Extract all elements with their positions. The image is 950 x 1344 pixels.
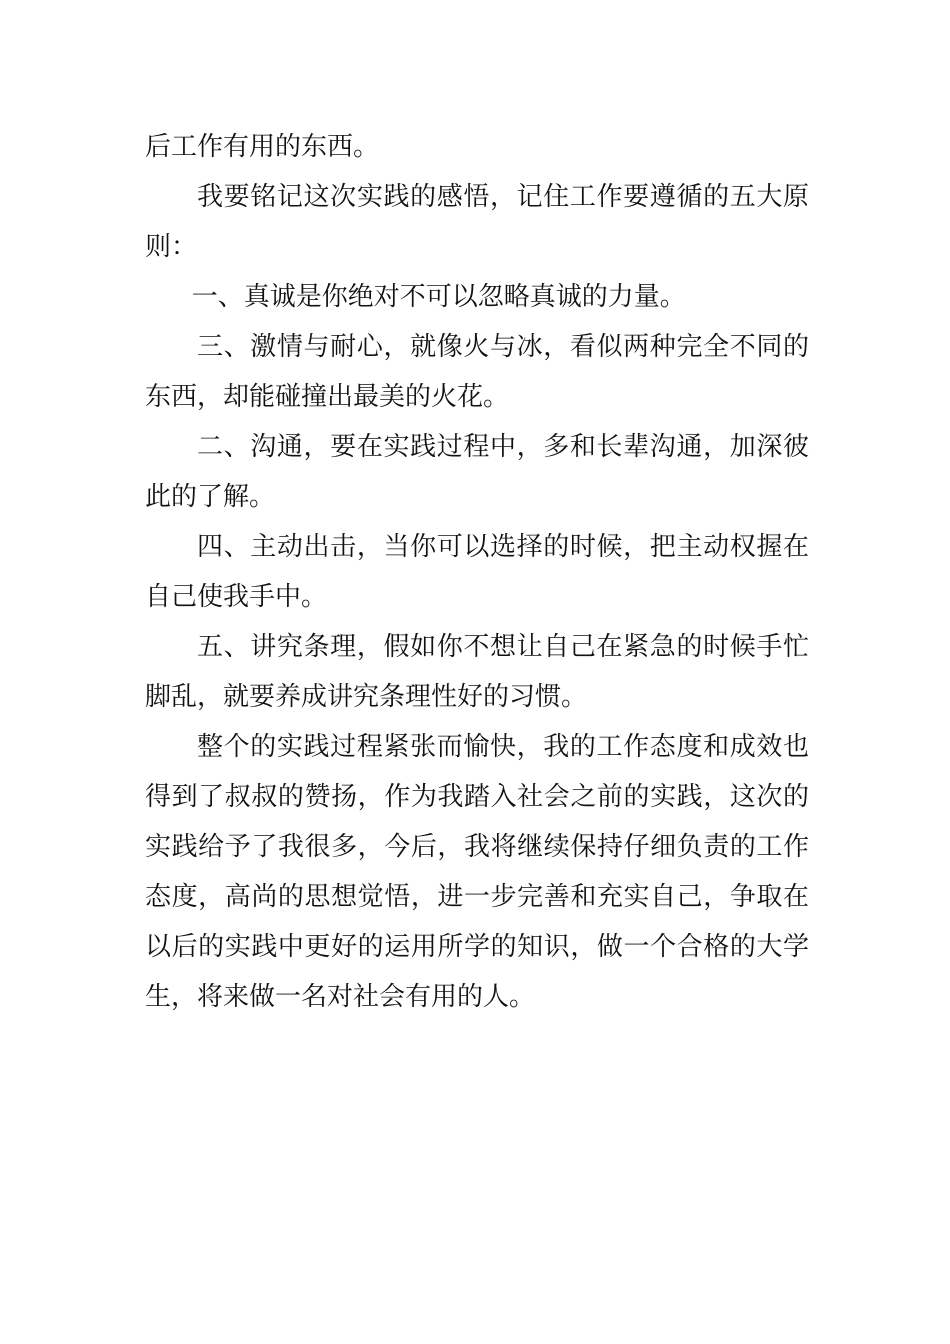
paragraph-principle-orderliness: 五、讲究条理，假如你不想让自己在紧急的时候手忙脚乱，就要养成讲究条理性好的习惯。 — [145, 632, 809, 712]
document-body — [145, 122, 809, 1022]
paragraph-principle-initiative: 四、主动出击，当你可以选择的时候，把主动权握在自己使我手中。 — [145, 532, 809, 612]
paragraph-conclusion: 整个的实践过程紧张而愉快，我的工作态度和成效也得到了叔叔的赞扬，作为我踏入社会之前的实践，这次的实践给予了我很多，今后，我将继续保持仔细负责的工作态度，高尚的思想觉悟，进一步完善和充实自己，争取在以后的实践中更好的运用所学的知识，做一个合格的大学生，将来做一名对社会有用的人。 — [145, 732, 809, 1012]
paragraph-principle-passion-patience: 三、激情与耐心，就像火与冰，看似两种完全不同的东西，却能碰撞出最美的火花。 — [145, 332, 809, 412]
paragraph-principle-communication: 二、沟通，要在实践过程中，多和长辈沟通，加深彼此的了解。 — [145, 432, 809, 512]
paragraph-principle-sincerity: 一、真诚是你绝对不可以忽略真诚的力量。 — [191, 282, 686, 312]
paragraph-principles-intro: 我要铭记这次实践的感悟，记住工作要遵循的五大原则： — [145, 182, 809, 262]
paragraph-continuation: 后工作有用的东西。 — [145, 132, 380, 162]
